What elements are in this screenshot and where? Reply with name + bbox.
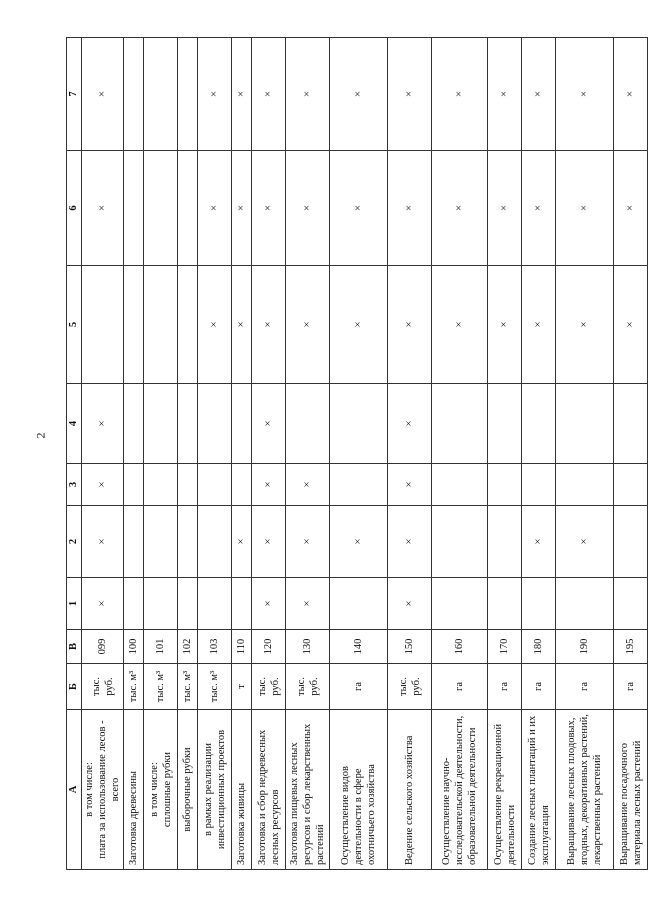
value-cell: × [556,506,614,578]
col-header: 7 [67,38,82,151]
value-cell [178,578,198,630]
value-cell: × [286,151,330,266]
table-row [232,38,252,870]
value-cell: × [82,151,124,266]
row-name: Заготовка древесины [124,710,144,870]
value-cell [124,266,144,384]
row-code: 170 [488,630,522,664]
table-row [522,38,556,870]
row-unit: тыс. руб. [82,664,124,710]
value-cell [330,578,388,630]
value-cell [556,578,614,630]
col-header: 6 [67,151,82,266]
value-cell: × [522,266,556,384]
value-cell [488,578,522,630]
value-cell [614,506,648,578]
value-cell [124,464,144,506]
row-name: Осуществление научно-исследовательской деятельности, образовательной деятельности [432,710,488,870]
row-unit: га [614,664,648,710]
value-cell [124,151,144,266]
row-unit: га [330,664,388,710]
row-code: 120 [252,630,286,664]
row-unit: тыс. м³ [124,664,144,710]
value-cell [198,506,232,578]
row-code: 180 [522,630,556,664]
row-name: в том числе: плата за использование лесов - всего [82,710,124,870]
value-cell [144,578,178,630]
value-cell: × [388,464,432,506]
value-cell: × [556,38,614,151]
value-cell [330,384,388,464]
value-cell: × [286,506,330,578]
row-unit: га [432,664,488,710]
value-cell: × [286,266,330,384]
row-code: 101 [144,630,178,664]
table-row [286,38,330,870]
value-cell [144,151,178,266]
value-cell [432,578,488,630]
col-header: 3 [67,464,82,506]
value-cell: × [330,151,388,266]
row-name: Выращивание посадочного материала лесных растений [614,710,648,870]
value-cell [144,38,178,151]
row-code: 195 [614,630,648,664]
value-cell [488,464,522,506]
value-cell [522,464,556,506]
value-cell: × [488,266,522,384]
value-cell [144,384,178,464]
value-cell: × [198,266,232,384]
value-cell: × [488,151,522,266]
value-cell [330,464,388,506]
row-code: 102 [178,630,198,664]
table-row [198,38,232,870]
row-name: Заготовка пищевых лесных ресурсов и сбор лекарственных растений [286,710,330,870]
table-row [488,38,522,870]
col-header: А [67,710,82,870]
table-row [556,38,614,870]
row-name: Осуществление рекреационной деятельности [488,710,522,870]
table-row [178,38,198,870]
row-code: 160 [432,630,488,664]
table-row [124,38,144,870]
row-code: 190 [556,630,614,664]
value-cell [432,384,488,464]
row-code: 100 [124,630,144,664]
value-cell: × [286,464,330,506]
value-cell [82,266,124,384]
value-cell: × [82,384,124,464]
value-cell [198,464,232,506]
value-cell: × [388,384,432,464]
col-header: 4 [67,384,82,464]
value-cell: × [522,38,556,151]
value-cell: × [330,38,388,151]
value-cell: × [252,384,286,464]
value-cell [178,464,198,506]
row-name: Создание лесных плантаций и их эксплуатация [522,710,556,870]
value-cell: × [556,266,614,384]
value-cell: × [556,151,614,266]
value-cell: × [252,266,286,384]
value-cell: × [388,266,432,384]
row-name: Ведение сельского хозяйства [388,710,432,870]
value-cell [232,384,252,464]
value-cell: × [330,266,388,384]
value-cell: × [330,506,388,578]
value-cell [522,578,556,630]
value-cell: × [388,38,432,151]
value-cell [178,151,198,266]
row-code: 099 [82,630,124,664]
value-cell [178,506,198,578]
row-code: 140 [330,630,388,664]
row-name: Заготовка живицы [232,710,252,870]
row-name: Выращивание лесных плодовых, ягодных, декоративных растений, лекарственных растений [556,710,614,870]
value-cell: × [388,506,432,578]
col-header: 2 [67,506,82,578]
value-cell: × [232,38,252,151]
value-cell [432,506,488,578]
value-cell: × [614,38,648,151]
row-name: выборочные рубки [178,710,198,870]
value-cell [488,506,522,578]
header-row [67,38,82,870]
value-cell: × [432,266,488,384]
row-name: в рамках реализации инвестиционных проектов [198,710,232,870]
row-code: 130 [286,630,330,664]
table-body [82,38,648,870]
value-cell [178,38,198,151]
value-cell [556,384,614,464]
value-cell [178,266,198,384]
value-cell: × [198,151,232,266]
row-unit: га [522,664,556,710]
row-code: 103 [198,630,232,664]
value-cell: × [388,578,432,630]
row-unit: га [488,664,522,710]
value-cell: × [198,38,232,151]
col-header: В [67,630,82,664]
value-cell: × [82,506,124,578]
value-cell [124,578,144,630]
table-row [432,38,488,870]
row-unit: га [556,664,614,710]
row-unit: тыс. руб. [252,664,286,710]
row-unit: тыс. руб. [388,664,432,710]
value-cell: × [252,38,286,151]
value-cell: × [614,151,648,266]
rotated-table-wrapper [66,38,643,870]
value-cell [144,506,178,578]
value-cell: × [432,151,488,266]
value-cell [614,464,648,506]
table-row [614,38,648,870]
value-cell: × [232,506,252,578]
value-cell [232,578,252,630]
value-cell: × [286,38,330,151]
value-cell: × [488,38,522,151]
table-row [252,38,286,870]
value-cell: × [252,464,286,506]
value-cell [144,464,178,506]
value-cell: × [388,151,432,266]
value-cell [144,266,178,384]
value-cell: × [82,578,124,630]
row-unit: тыс. руб. [286,664,330,710]
value-cell [556,464,614,506]
row-name: в том числе: сплошные рубки [144,710,178,870]
row-code: 150 [388,630,432,664]
forest-use-table [66,37,648,870]
value-cell: × [82,38,124,151]
value-cell: × [252,151,286,266]
value-cell [198,384,232,464]
table-row [388,38,432,870]
row-unit: тыс. м³ [198,664,232,710]
value-cell [178,384,198,464]
value-cell: × [232,266,252,384]
value-cell [488,384,522,464]
value-cell [232,464,252,506]
row-name: Осуществление видов деятельности в сфере охотничьего хозяйства [330,710,388,870]
value-cell: × [614,266,648,384]
value-cell [124,506,144,578]
value-cell [522,384,556,464]
value-cell [124,384,144,464]
value-cell: × [232,151,252,266]
value-cell [124,38,144,151]
row-name: Заготовка и сбор недревесных лесных ресурсов [252,710,286,870]
value-cell [198,578,232,630]
value-cell [286,384,330,464]
table-row [82,38,124,870]
value-cell: × [252,578,286,630]
row-unit: тыс. м³ [144,664,178,710]
page-number: 2 [33,432,48,439]
value-cell: × [252,506,286,578]
value-cell: × [82,464,124,506]
value-cell [432,464,488,506]
table-row [330,38,388,870]
col-header: 5 [67,266,82,384]
value-cell: × [286,578,330,630]
value-cell [614,578,648,630]
value-cell: × [522,151,556,266]
col-header: 1 [67,578,82,630]
value-cell [614,384,648,464]
row-code: 110 [232,630,252,664]
col-header: Б [67,664,82,710]
value-cell: × [522,506,556,578]
value-cell: × [432,38,488,151]
table-row [144,38,178,870]
row-unit: т [232,664,252,710]
row-unit: тыс. м³ [178,664,198,710]
